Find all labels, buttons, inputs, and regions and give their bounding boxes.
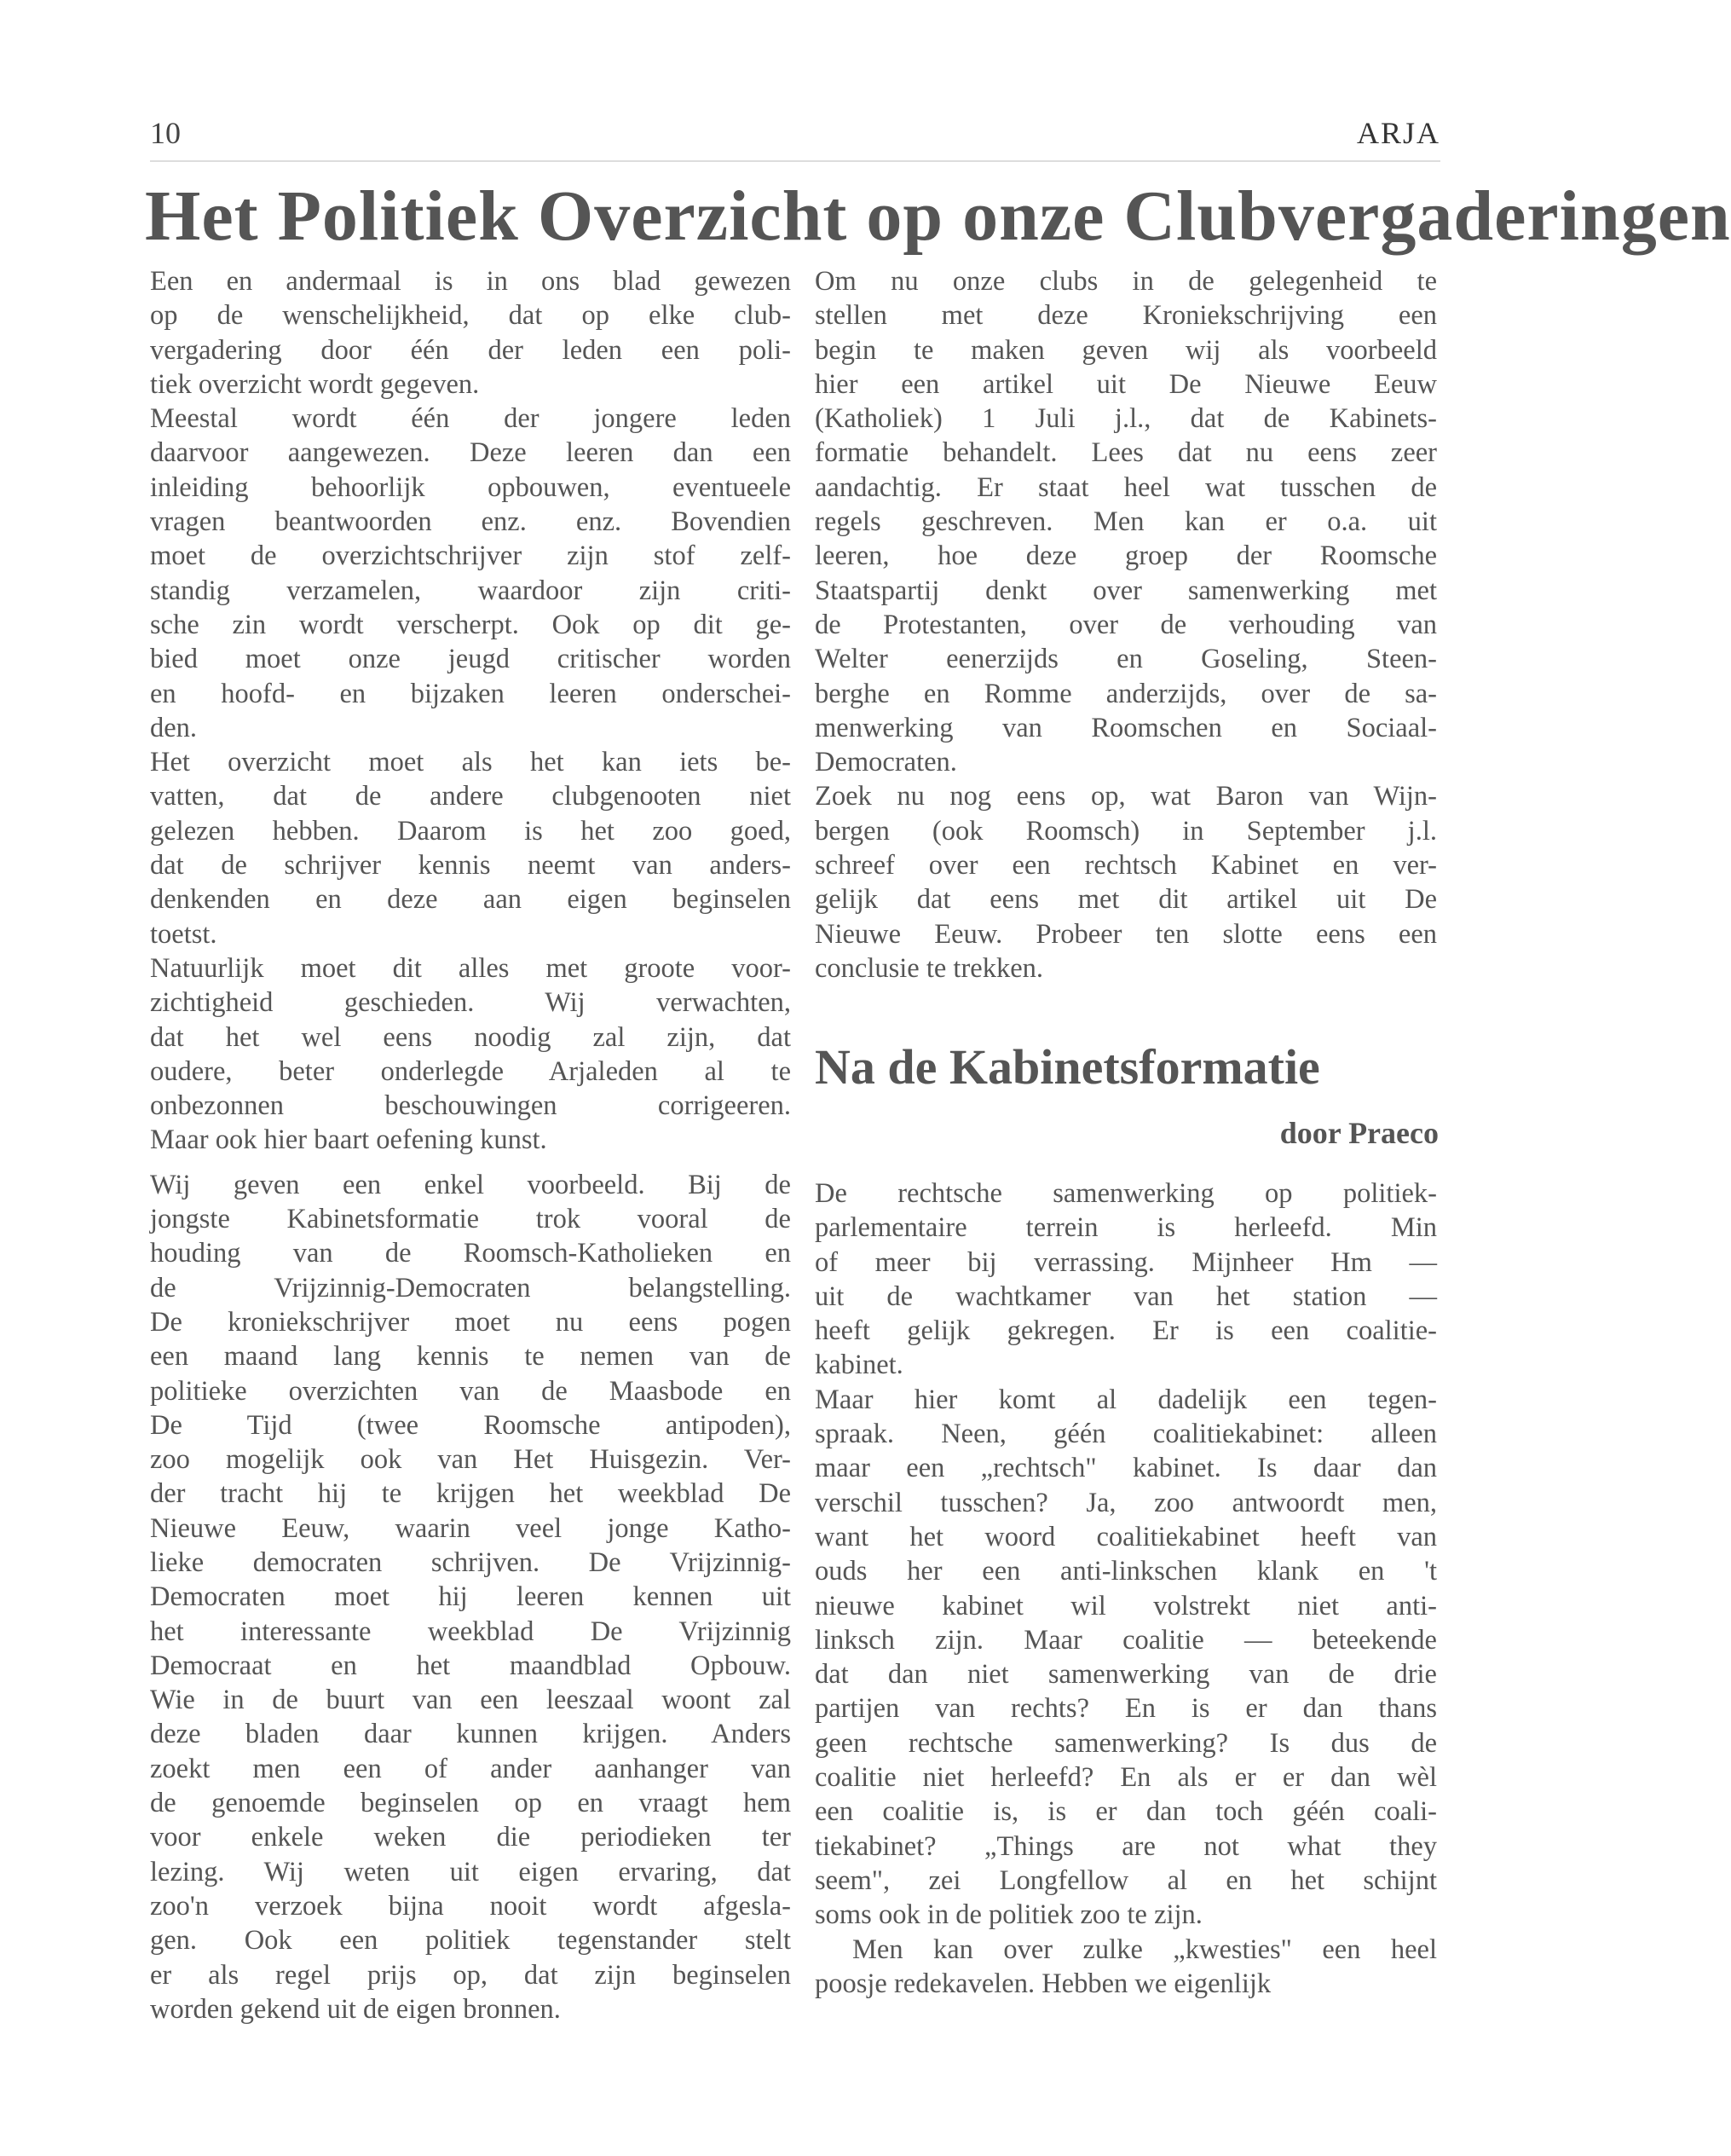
text-line: deze bladen daar kunnen krijgen. Anders: [150, 1719, 791, 1750]
text-line: Men kan over zulke „kwesties" een heel: [852, 1933, 1437, 1965]
text-line: Staatspartij denkt over samenwerking met: [815, 575, 1437, 606]
text-line: zoo'n verzoek bijna nooit wordt afgesla-: [150, 1890, 791, 1922]
text-line: standig verzamelen, waardoor zijn criti-: [150, 575, 791, 606]
text-line: linksch zijn. Maar coalitie — beteekende: [815, 1624, 1437, 1656]
text-line: Wie in de buurt van een leeszaal woont zal: [150, 1685, 791, 1716]
byline: door Praeco: [1279, 1116, 1439, 1150]
second-article-title: Na de Kabinetsformatie: [815, 1039, 1320, 1095]
text-line: nieuwe kabinet wil volstrekt niet anti-: [815, 1590, 1437, 1621]
text-line: de genoemde beginselen op en vraagt hem: [150, 1788, 791, 1819]
text-line: hier een artikel uit De Nieuwe Eeuw: [815, 368, 1437, 400]
text-line: spraak. Neen, géén coalitiekabinet: alleen: [815, 1419, 1437, 1450]
text-line: het interessante weekblad De Vrijzinnig: [150, 1616, 791, 1647]
text-line: leeren, hoe deze groep der Roomsche: [815, 540, 1437, 572]
text-line: en hoofd- en bijzaken leeren onderschei-: [150, 678, 791, 709]
text-line: zoo mogelijk ook van Het Huisgezin. Ver-: [150, 1444, 791, 1476]
text-line: gelezen hebben. Daarom is het zoo goed,: [150, 815, 791, 847]
text-line: daarvoor aangewezen. Deze leeren dan een: [150, 437, 791, 469]
text-line: De kroniekschrijver moet nu eens pogen: [150, 1306, 791, 1338]
text-line: er als regel prijs op, dat zijn beginselen: [150, 1959, 791, 1991]
text-line: bergen (ook Roomsch) in September j.l.: [815, 815, 1437, 847]
text-line: dat het wel eens noodig zal zijn, dat: [150, 1021, 791, 1053]
text-line: Zoek nu nog eens op, wat Baron van Wijn-: [815, 781, 1437, 812]
text-line: jongste Kabinetsformatie trok vooral de: [150, 1204, 791, 1235]
journal-name: ARJA: [1356, 116, 1440, 150]
text-line: Nieuwe Eeuw, waarin veel jonge Katho-: [150, 1512, 791, 1544]
text-line: seem", zei Longfellow al en het schijnt: [815, 1864, 1437, 1896]
text-line: uit de wachtkamer van het station —: [815, 1280, 1437, 1312]
text-line: Een en andermaal is in ons blad gewezen: [150, 266, 791, 297]
text-line: Welter eenerzijds en Goseling, Steen-: [815, 644, 1437, 675]
text-line: of meer bij verrassing. Mijnheer Hm —: [815, 1246, 1437, 1278]
text-line: maar een „rechtsch" kabinet. Is daar dan: [815, 1453, 1437, 1484]
text-line: onbezonnen beschouwingen corrigeeren.: [150, 1090, 791, 1122]
text-line: den.: [150, 712, 198, 743]
text-line: parlementaire terrein is herleefd. Min: [815, 1212, 1437, 1244]
text-line: moet de overzichtschrijver zijn stof zelf-: [150, 540, 791, 572]
page-number: 10: [150, 116, 181, 150]
text-line: toetst.: [150, 918, 217, 950]
text-line: oudere, beter onderlegde Arjaleden al te: [150, 1055, 791, 1087]
text-line: aandachtig. Er staat heel wat tusschen de: [815, 471, 1437, 503]
text-line: schreef over een rechtsch Kabinet en ver-: [815, 850, 1437, 881]
text-line: gen. Ook een politiek tegenstander stelt: [150, 1925, 791, 1957]
article-title: Het Politiek Overzicht op onze Clubvergaderingen: [145, 176, 1731, 256]
page-header: [150, 115, 1440, 158]
text-line: houding van de Roomsch-Katholieken en: [150, 1238, 791, 1269]
text-line: kabinet.: [815, 1350, 903, 1381]
text-line: geen rechtsche samenwerking? Is dus de: [815, 1727, 1437, 1759]
text-line: De Tijd (twee Roomsche antipoden),: [150, 1409, 791, 1441]
text-line: heeft gelijk gekregen. Er is een coalitie-: [815, 1315, 1437, 1347]
text-line: sche zin wordt verscherpt. Ook op dit ge-: [150, 609, 791, 640]
text-line: politieke overzichten van de Maasbode en: [150, 1375, 791, 1407]
text-line: soms ook in de politiek zoo te zijn.: [815, 1899, 1203, 1931]
right-column: [815, 264, 1437, 986]
text-line: der tracht hij te krijgen het weekblad De: [150, 1478, 791, 1510]
header-rule: [150, 160, 1440, 162]
left-column: [150, 264, 791, 2026]
text-line: want het woord coalitiekabinet heeft van: [815, 1521, 1437, 1552]
text-line: Nieuwe Eeuw. Probeer ten slotte eens een: [815, 918, 1437, 950]
text-line: verschil tusschen? Ja, zoo antwoordt men,: [815, 1487, 1437, 1518]
text-line: (Katholiek) 1 Juli j.l., dat de Kabinets-: [815, 403, 1437, 435]
text-line: Om nu onze clubs in de gelegenheid te: [815, 266, 1437, 297]
text-line: Het overzicht moet als het kan iets be-: [150, 747, 791, 778]
text-line: begin te maken geven wij als voorbeeld: [815, 334, 1437, 366]
text-line: vragen beantwoorden enz. enz. Bovendien: [150, 506, 791, 538]
text-line: regels geschreven. Men kan er o.a. uit: [815, 506, 1437, 538]
text-line: menwerking van Roomschen en Sociaal-: [815, 712, 1437, 743]
text-line: Wij geven een enkel voorbeeld. Bij de: [150, 1169, 791, 1200]
text-line: Democraat en het maandblad Opbouw.: [150, 1650, 791, 1681]
text-line: poosje redekavelen. Hebben we eigenlijk: [815, 1968, 1272, 1999]
text-line: conclusie te trekken.: [815, 952, 1044, 984]
second-article-body: [815, 1176, 1437, 2001]
text-line: een maand lang kennis te nemen van de: [150, 1341, 791, 1373]
text-line: coalitie niet herleefd? En als er er dan wèl: [815, 1762, 1437, 1794]
text-line: tiekabinet? „Things are not what they: [815, 1830, 1437, 1862]
text-line: dat dan niet samenwerking van de drie: [815, 1659, 1437, 1691]
text-line: Democraten moet hij leeren kennen uit: [150, 1581, 791, 1613]
text-line: op de wenschelijkheid, dat op elke club-: [150, 300, 791, 332]
text-line: voor enkele weken die periodieken ter: [150, 1822, 791, 1853]
text-line: partijen van rechts? En is er dan thans: [815, 1693, 1437, 1725]
text-line: inleiding behoorlijk opbouwen, eventueele: [150, 471, 791, 503]
text-line: lieke democraten schrijven. De Vrijzinnig-: [150, 1546, 791, 1578]
text-line: formatie behandelt. Lees dat nu eens zeer: [815, 437, 1437, 469]
text-line: Maar hier komt al dadelijk een tegen-: [815, 1384, 1437, 1415]
text-line: Meestal wordt één der jongere leden: [150, 403, 791, 435]
text-line: denkenden en deze aan eigen beginselen: [150, 884, 791, 916]
text-line: vatten, dat de andere clubgenooten niet: [150, 781, 791, 812]
text-line: stellen met deze Kroniekschrijving een: [815, 300, 1437, 332]
text-line: berghe en Romme anderzijds, over de sa-: [815, 678, 1437, 709]
text-line: een coalitie is, is er dan toch géén coali-: [815, 1796, 1437, 1828]
text-line: de Vrijzinnig-Democraten belangstelling.: [150, 1272, 791, 1303]
text-line: Natuurlijk moet dit alles met groote voor-: [150, 952, 791, 984]
text-line: vergadering door één der leden een poli-: [150, 334, 791, 366]
text-line: zichtigheid geschieden. Wij verwachten,: [150, 987, 791, 1019]
text-line: De rechtsche samenwerking op politiek-: [815, 1178, 1437, 1209]
text-line: worden gekend uit de eigen bronnen.: [150, 1993, 561, 2025]
text-line: de Protestanten, over de verhouding van: [815, 609, 1437, 640]
text-line: Democraten.: [815, 747, 957, 778]
text-line: zoekt men een of ander aanhanger van: [150, 1753, 791, 1784]
text-line: tiek overzicht wordt gegeven.: [150, 368, 480, 400]
text-line: dat de schrijver kennis neemt van anders-: [150, 850, 791, 881]
text-line: ouds her een anti-linkschen klank en 't: [815, 1556, 1437, 1587]
text-line: bied moet onze jeugd critischer worden: [150, 644, 791, 675]
text-line: Maar ook hier baart oefening kunst.: [150, 1124, 547, 1156]
text-line: lezing. Wij weten uit eigen ervaring, dat: [150, 1856, 791, 1887]
text-line: gelijk dat eens met dit artikel uit De: [815, 884, 1437, 916]
